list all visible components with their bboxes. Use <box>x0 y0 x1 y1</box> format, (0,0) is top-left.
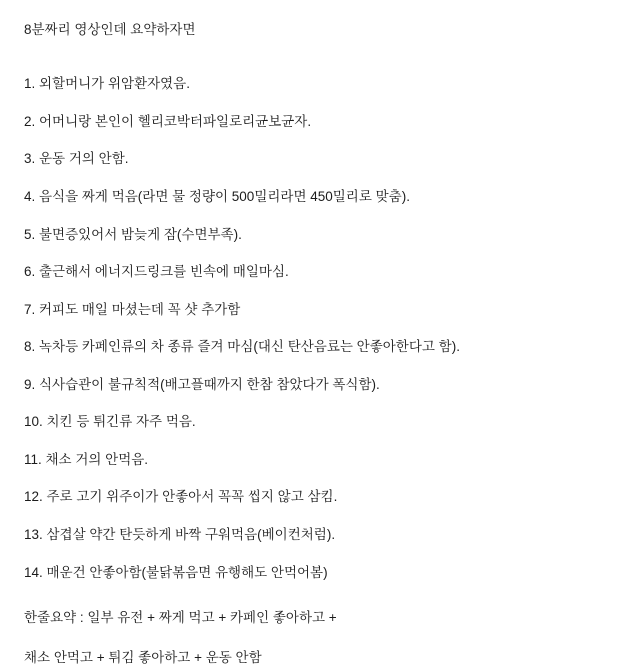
list-item: 5. 불면증있어서 밤늦게 잠(수면부족). <box>24 226 242 242</box>
list-item: 1. 외할머니가 위암환자였음. <box>24 76 190 92</box>
intro-text: 8분짜리 영상인데 요약하자면 <box>24 22 196 37</box>
summary-list <box>24 74 616 582</box>
summary-line: 한줄요약 : 일부 유전 + 짜게 먹고 + 카페인 좋아하고 + <box>24 610 337 626</box>
list-item: 11. 채소 거의 안먹음. <box>24 451 149 467</box>
one-line-summary <box>24 608 616 667</box>
list-item: 6. 출근해서 에너지드링크를 빈속에 매일마심. <box>24 264 289 280</box>
list-item: 3. 운동 거의 안함. <box>24 151 129 167</box>
list-item: 7. 커피도 매일 마셨는데 꼭 샷 추가함 <box>24 301 241 317</box>
list-item: 8. 녹차등 카페인류의 차 종류 즐겨 마심(대신 탄산음료는 안좋아한다고 함). <box>24 339 460 355</box>
list-item: 12. 주로 고기 위주이가 안좋아서 꼭꼭 씹지 않고 삼킴. <box>24 489 338 505</box>
list-item: 14. 매운건 안좋아함(불닭볶음면 유행해도 안먹어봄) <box>24 564 328 580</box>
summary-line: 채소 안먹고 + 튀김 좋아하고 + 운동 안함 <box>24 649 262 665</box>
list-item: 2. 어머니랑 본인이 헬리코박터파일로리균보균자. <box>24 113 312 129</box>
list-item: 13. 삼겹살 약간 탄듯하게 바짝 구워먹음(베이컨처럼). <box>24 527 336 542</box>
list-item: 10. 치킨 등 튀긴류 자주 먹음. <box>24 414 196 430</box>
list-item: 9. 식사습관이 불규칙적(배고플때까지 한참 참았다가 폭식함). <box>24 376 380 392</box>
list-item: 4. 음식을 짜게 먹음(라면 물 정량이 500밀리라면 450밀리로 맞춤). <box>24 188 410 204</box>
